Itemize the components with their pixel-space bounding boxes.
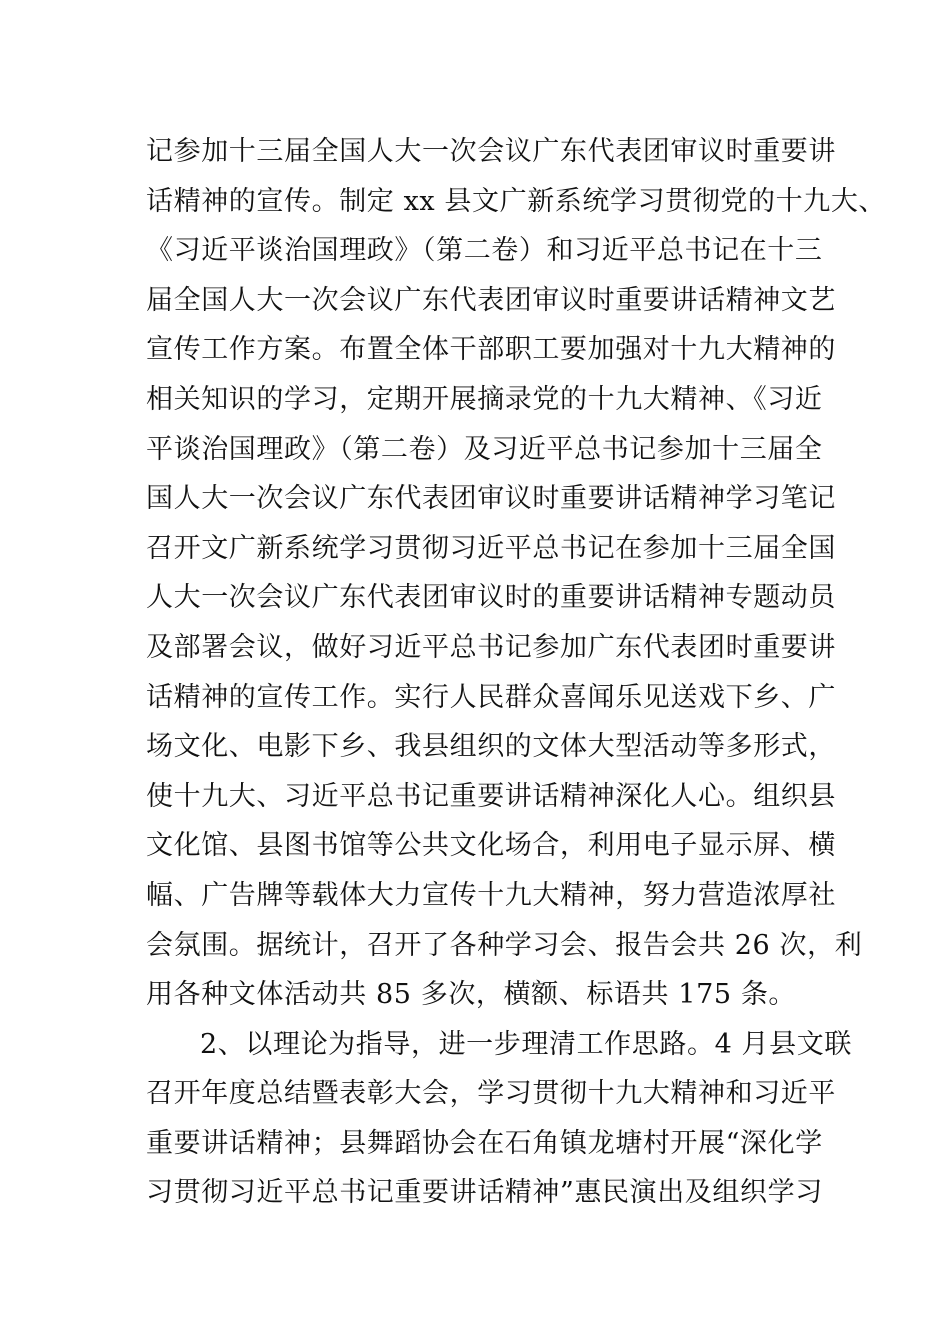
text-line: 国人大一次会议广东代表团审议时重要讲话精神学习笔记 bbox=[146, 483, 836, 515]
text-line: 重要讲话精神；县舞蹈协会在石角镇龙塘村开展“深化学 bbox=[146, 1127, 823, 1159]
text-line: 话精神的宣传。制定 xx 县文广新系统学习贯彻党的十九大、 bbox=[146, 185, 887, 217]
text-line: 习贯彻习近平总书记重要讲话精神”惠民演出及组织学习 bbox=[146, 1177, 823, 1209]
text-line: 幅、广告牌等载体大力宣传十九大精神，努力营造浓厚社 bbox=[146, 879, 836, 911]
text-line: 场文化、电影下乡、我县组织的文体大型活动等多形式， bbox=[146, 731, 836, 763]
text-line: 人大一次会议广东代表团审议时的重要讲话精神专题动员 bbox=[146, 582, 836, 614]
text-line: 记参加十三届全国人大一次会议广东代表团审议时重要讲 bbox=[146, 136, 836, 167]
text-line: 召开年度总结暨表彰大会，学习贯彻十九大精神和习近平 bbox=[146, 1078, 836, 1110]
text-line: 平谈治国理政》（第二卷）及习近平总书记参加十三届全 bbox=[146, 433, 823, 465]
text-line: 文化馆、县图书馆等公共文化场合，利用电子显示屏、横 bbox=[146, 830, 836, 862]
text-line: 使十九大、习近平总书记重要讲话精神深化人心。组织县 bbox=[146, 780, 836, 812]
text-line: 宣传工作方案。布置全体干部职工要加强对十九大精神的 bbox=[146, 334, 836, 366]
text-line: 会氛围。据统计，召开了各种学习会、报告会共 26 次，利 bbox=[146, 929, 863, 961]
text-line: 《习近平谈治国理政》（第二卷）和习近平总书记在十三 bbox=[146, 235, 823, 267]
body-text bbox=[146, 127, 887, 1218]
text-line: 话精神的宣传工作。实行人民群众喜闻乐见送戏下乡、广 bbox=[146, 681, 836, 713]
text-line: 用各种文体活动共 85 多次，横额、标语共 175 条。 bbox=[146, 979, 797, 1011]
text-line: 召开文广新系统学习贯彻习近平总书记在参加十三届全国 bbox=[146, 532, 836, 564]
paragraph-start-line: 2、以理论为指导，进一步理清工作思路。4 月县文联 bbox=[200, 1028, 852, 1060]
text-line: 相关知识的学习，定期开展摘录党的十九大精神、《习近 bbox=[146, 383, 823, 415]
text-line: 届全国人大一次会议广东代表团审议时重要讲话精神文艺 bbox=[146, 284, 836, 316]
text-line: 及部署会议，做好习近平总书记参加广东代表团时重要讲 bbox=[146, 631, 836, 663]
